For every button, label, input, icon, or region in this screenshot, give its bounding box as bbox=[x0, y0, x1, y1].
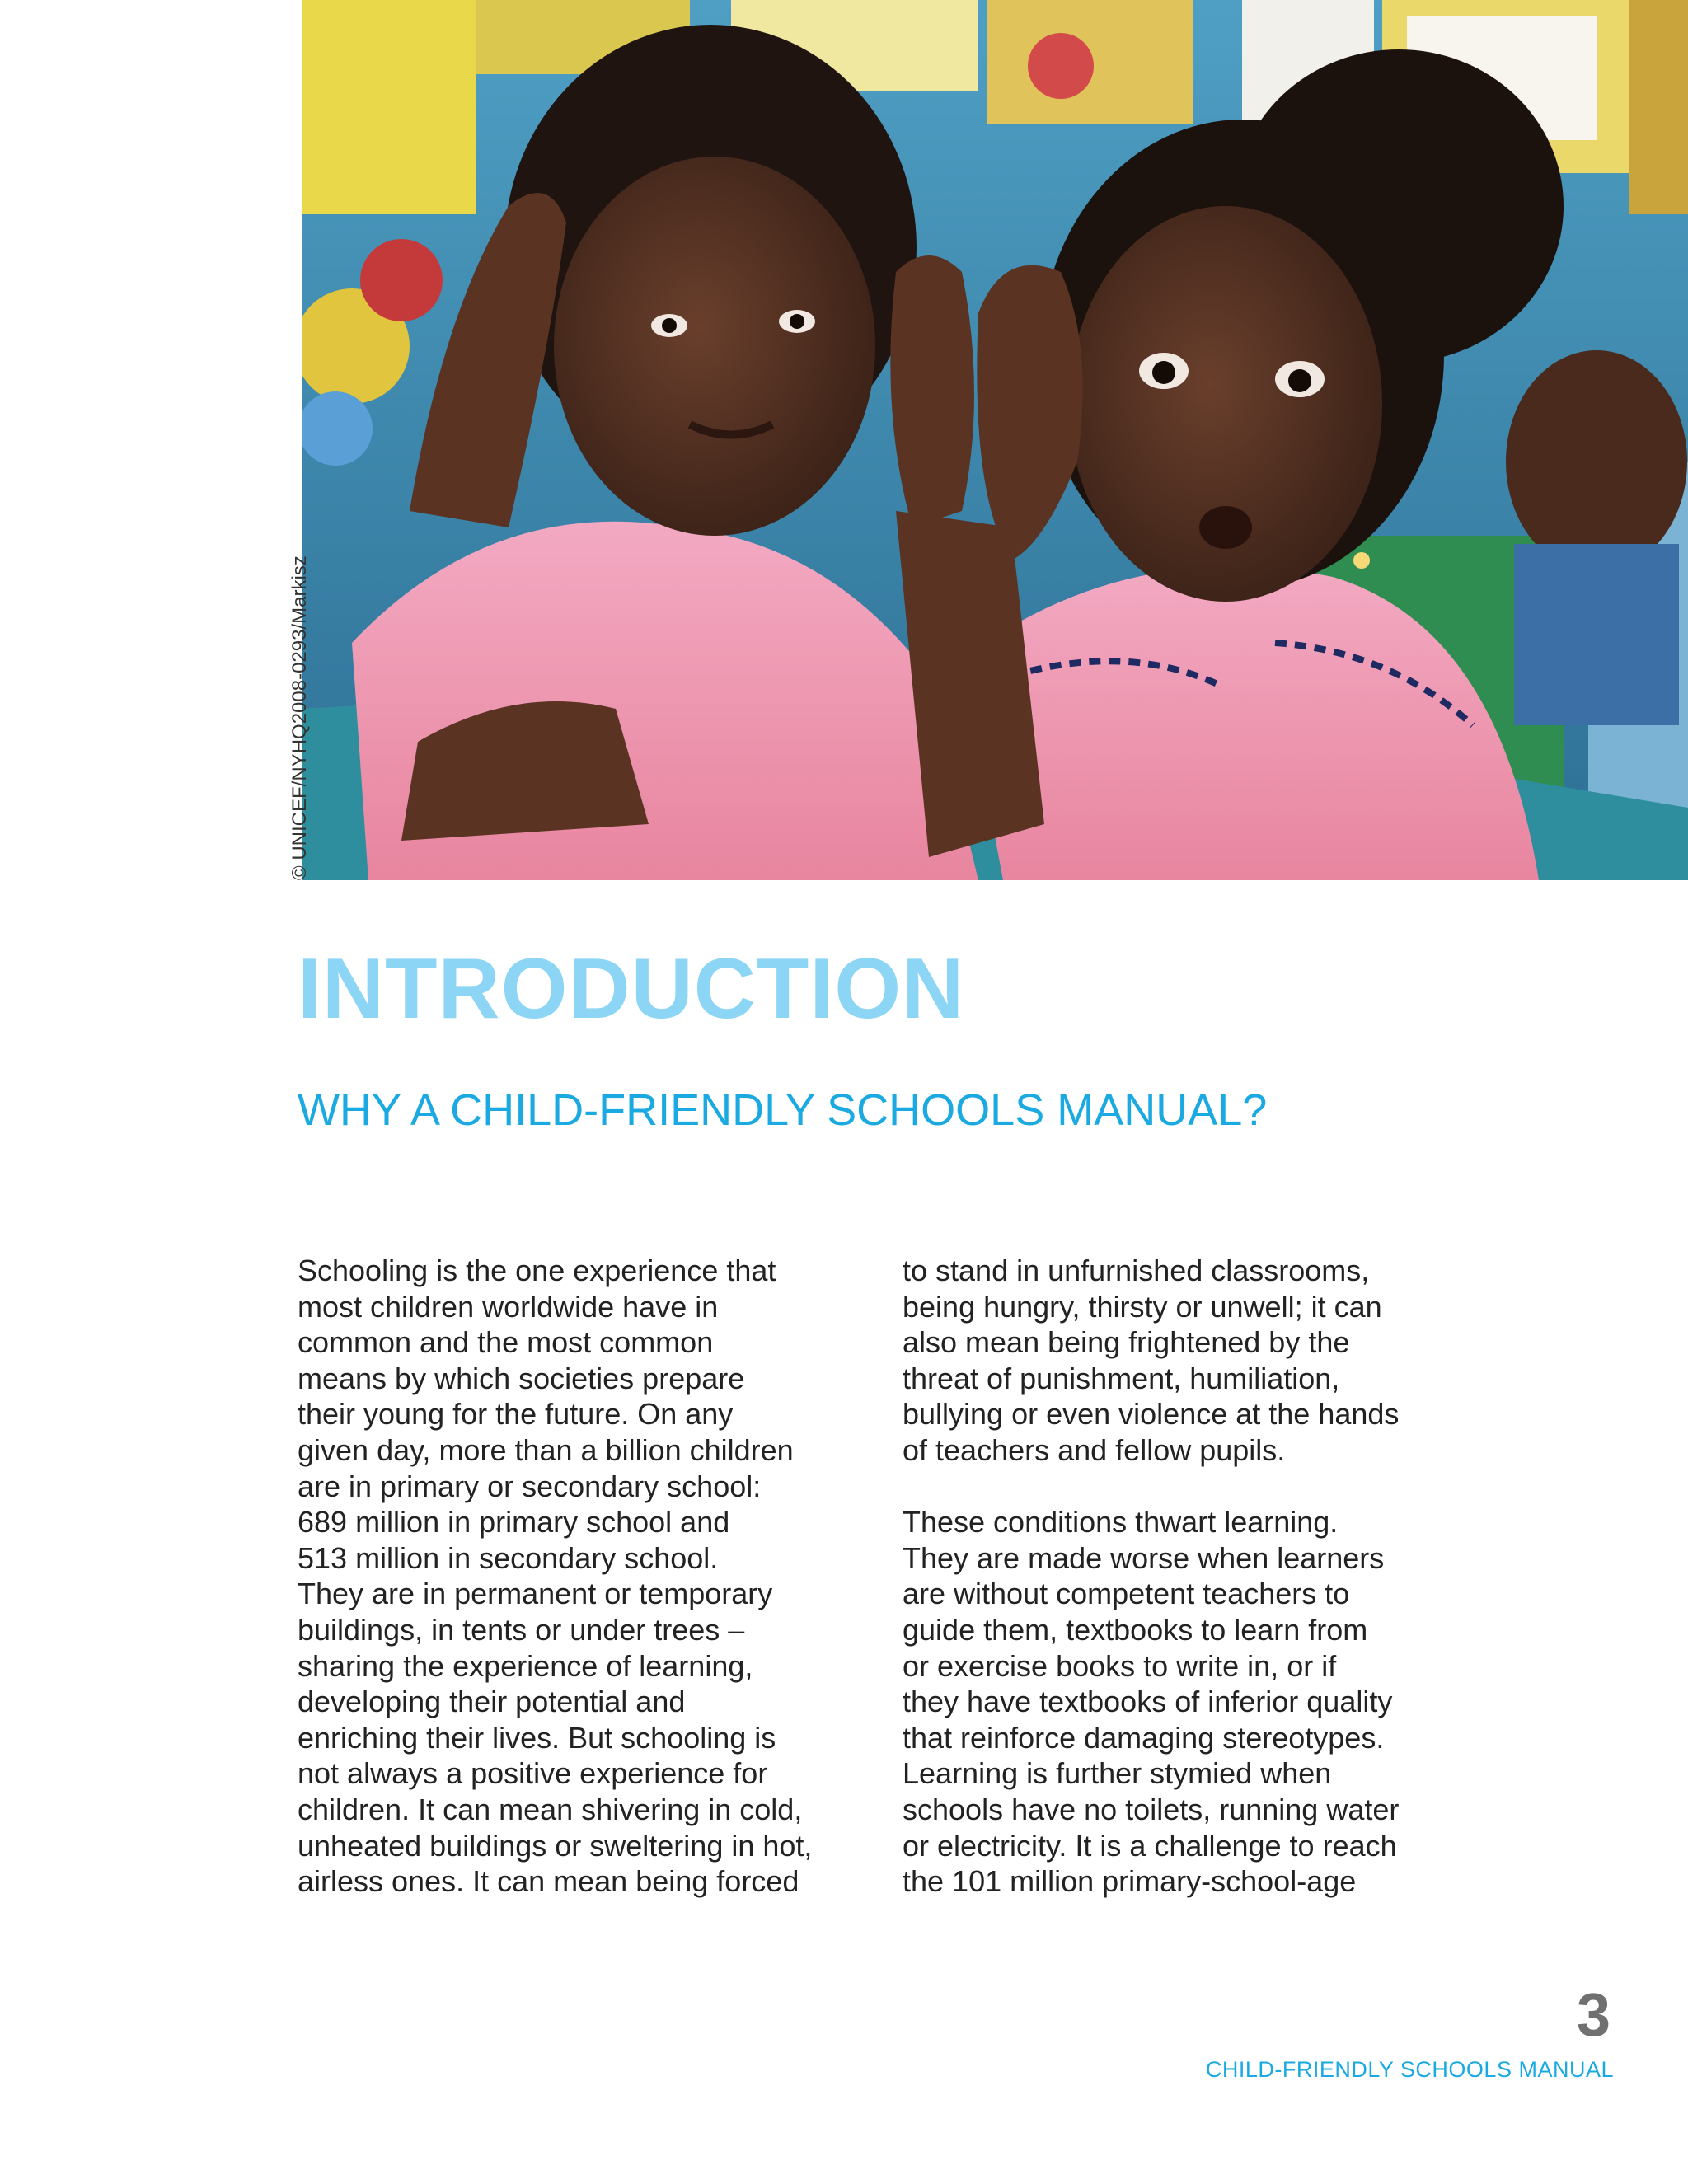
page-number: 3 bbox=[1576, 1980, 1611, 2049]
hero-photo bbox=[302, 0, 1688, 880]
text-line: bullying or even violence at the hands bbox=[903, 1397, 1400, 1432]
text-line: they have textbooks of inferior quality bbox=[903, 1685, 1393, 1719]
text-line: children. It can mean shivering in cold, bbox=[298, 1792, 803, 1826]
page-title: INTRODUCTION bbox=[298, 941, 965, 1037]
classroom-children-illustration bbox=[302, 0, 1688, 880]
text-line: means by which societies prepare bbox=[298, 1361, 745, 1395]
text-line: the 101 million primary-school-age bbox=[903, 1864, 1357, 1899]
text-line: schools have no toilets, running water bbox=[903, 1792, 1400, 1826]
body-column-right bbox=[903, 1253, 1479, 1900]
running-footer-title: CHILD-FRIENDLY SCHOOLS MANUAL bbox=[1205, 2057, 1614, 2082]
text-line: Learning is further stymied when bbox=[903, 1756, 1332, 1791]
text-line: their young for the future. On any bbox=[298, 1397, 734, 1432]
text-line: unheated buildings or sweltering in hot, bbox=[298, 1828, 813, 1863]
text-line: airless ones. It can mean being forced bbox=[298, 1864, 799, 1899]
text-line: 513 million in secondary school. bbox=[298, 1540, 719, 1575]
text-line: most children worldwide have in bbox=[298, 1289, 719, 1324]
text-line: They are in permanent or temporary bbox=[298, 1577, 773, 1611]
text-line: They are made worse when learners bbox=[903, 1540, 1385, 1575]
text-line: or exercise books to write in, or if bbox=[903, 1648, 1337, 1683]
text-line: enriching their lives. But schooling is bbox=[298, 1720, 776, 1755]
text-line: not always a positive experience for bbox=[298, 1756, 768, 1791]
text-line: being hungry, thirsty or unwell; it can bbox=[903, 1289, 1382, 1324]
text-line: are without competent teachers to bbox=[903, 1577, 1350, 1611]
body-paragraph bbox=[903, 1504, 1479, 1900]
text-line: given day, more than a billion children bbox=[298, 1432, 794, 1467]
text-line: Schooling is the one experience that bbox=[298, 1254, 776, 1287]
text-line: These conditions thwart learning. bbox=[903, 1505, 1339, 1540]
page-subtitle: WHY A CHILD-FRIENDLY SCHOOLS MANUAL? bbox=[298, 1085, 1268, 1135]
paragraph-gap bbox=[903, 1469, 1479, 1505]
text-line: to stand in unfurnished classrooms, bbox=[903, 1254, 1370, 1287]
text-line: that reinforce damaging stereotypes. bbox=[903, 1720, 1385, 1755]
text-line: of teachers and fellow pupils. bbox=[903, 1432, 1286, 1467]
text-line: guide them, textbooks to learn from bbox=[903, 1612, 1368, 1647]
text-line: threat of punishment, humiliation, bbox=[903, 1361, 1340, 1395]
text-line: buildings, in tents or under trees – bbox=[298, 1612, 745, 1647]
text-line: also mean being frightened by the bbox=[903, 1325, 1350, 1360]
photo-credit: © UNICEF/NYHQ2008-0293/Markisz bbox=[288, 555, 311, 880]
text-line: common and the most common bbox=[298, 1325, 714, 1360]
body-paragraph bbox=[903, 1253, 1479, 1469]
text-line: are in primary or secondary school: bbox=[298, 1469, 762, 1503]
body-column-left bbox=[298, 1253, 874, 1900]
text-line: 689 million in primary school and bbox=[298, 1505, 730, 1540]
text-line: or electricity. It is a challenge to reach bbox=[903, 1828, 1397, 1863]
text-line: developing their potential and bbox=[298, 1685, 686, 1719]
body-paragraph bbox=[298, 1253, 874, 1900]
text-line: sharing the experience of learning, bbox=[298, 1648, 753, 1683]
